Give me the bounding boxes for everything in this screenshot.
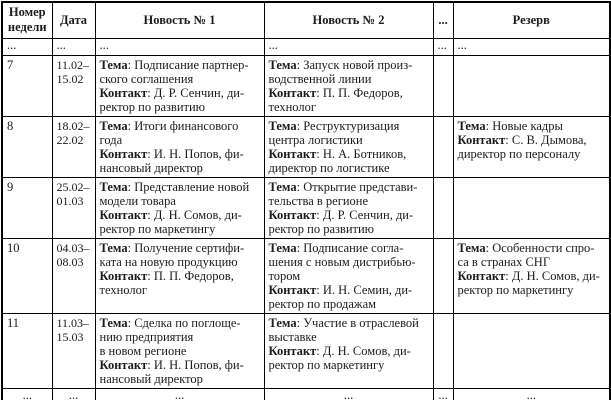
cell-date bbox=[52, 177, 95, 238]
cell-line: Тема: Подписание партнер- bbox=[99, 57, 249, 72]
field-label: Контакт bbox=[268, 85, 317, 100]
cell-line: нию предприятия bbox=[99, 329, 194, 344]
cell-line: ректор по маркетингу bbox=[99, 221, 216, 236]
field-label: Тема bbox=[268, 315, 297, 330]
cell-reserve bbox=[453, 116, 610, 177]
field-label: Контакт bbox=[99, 268, 148, 283]
cell-news-1 bbox=[95, 238, 264, 313]
field-label: Контакт bbox=[268, 282, 317, 297]
cell-line: Тема: Представление новой bbox=[99, 179, 250, 194]
cell-line: Тема: Итоги финансового bbox=[99, 118, 239, 133]
cell-line: Контакт: И. Н. Семин, ди- bbox=[268, 282, 413, 297]
cell-line: года bbox=[99, 132, 123, 147]
field-label: Контакт bbox=[99, 85, 148, 100]
cell-date bbox=[52, 116, 95, 177]
cell-line: Тема: Подписание согла- bbox=[268, 240, 404, 255]
cell-line: Контакт: Д. Р. Сенчин, ди- bbox=[99, 85, 245, 100]
cell-line: Контакт: Д. Н. Сомов, ди- bbox=[99, 207, 242, 222]
field-label: Контакт bbox=[268, 146, 317, 161]
cell-line: 22.02 bbox=[56, 132, 84, 147]
cell-line: ректор по маркетингу bbox=[457, 282, 574, 297]
cell-line: тельства в регионе bbox=[268, 193, 368, 208]
table-row-week-7 bbox=[2, 55, 610, 116]
header-news-1: Новость № 1 bbox=[95, 2, 264, 38]
cell-line: ского соглашения bbox=[99, 71, 194, 86]
header-week-number: Номер недели bbox=[2, 2, 52, 38]
cell-week-number: 11 bbox=[2, 313, 52, 388]
cell-line: ректор по развитию bbox=[99, 99, 206, 114]
cell-line: центра логистики bbox=[268, 132, 363, 147]
cell-news-1 bbox=[95, 55, 264, 116]
cell-ellipsis: ... bbox=[52, 38, 95, 55]
cell-date bbox=[52, 313, 95, 388]
ellipsis-row-bottom bbox=[2, 388, 610, 400]
cell-line: ректор по развитию bbox=[268, 221, 375, 236]
field-label: Тема bbox=[268, 240, 297, 255]
cell-extra bbox=[433, 177, 453, 238]
cell-line: ректор по маркетингу bbox=[268, 357, 385, 372]
news-schedule-table bbox=[1, 1, 611, 400]
ellipsis-row-top bbox=[2, 38, 610, 55]
cell-extra bbox=[433, 238, 453, 313]
cell-line: директор по персоналу bbox=[457, 146, 581, 161]
cell-line: нансовый директор bbox=[99, 160, 203, 175]
field-label: Тема bbox=[268, 118, 297, 133]
field-label: Контакт bbox=[99, 146, 148, 161]
cell-news-2 bbox=[264, 116, 433, 177]
cell-news-1 bbox=[95, 177, 264, 238]
cell-date bbox=[52, 55, 95, 116]
field-label: Тема bbox=[268, 57, 297, 72]
cell-line: Тема: Новые кадры bbox=[457, 118, 563, 133]
cell-line: Тема: Участие в отраслевой bbox=[268, 315, 419, 330]
cell-news-2 bbox=[264, 177, 433, 238]
field-label: Контакт bbox=[457, 268, 506, 283]
cell-news-2 bbox=[264, 313, 433, 388]
cell-line: Тема: Сделка по поглоще- bbox=[99, 315, 241, 330]
cell-week-number: 9 bbox=[2, 177, 52, 238]
table-row-week-11 bbox=[2, 313, 610, 388]
cell-reserve bbox=[453, 55, 610, 116]
cell-line: Тема: Реструктуризация bbox=[268, 118, 400, 133]
cell-line: 01.03 bbox=[56, 193, 84, 208]
cell-ellipsis: ... bbox=[264, 38, 433, 55]
cell-line: нансовый директор bbox=[99, 371, 203, 386]
field-label: Тема bbox=[99, 118, 128, 133]
table-row-week-10 bbox=[2, 238, 610, 313]
cell-line: Тема: Особенности спро- bbox=[457, 240, 595, 255]
header-reserve: Резерв bbox=[453, 2, 610, 38]
cell-line: выставке bbox=[268, 329, 317, 344]
cell-line: са в странах СНГ bbox=[457, 254, 551, 269]
cell-line: 25.02– bbox=[56, 179, 90, 194]
cell-line: тором bbox=[268, 268, 301, 283]
field-label: Контакт bbox=[99, 357, 148, 372]
cell-ellipsis: ... bbox=[433, 388, 453, 400]
field-label: Тема bbox=[457, 118, 486, 133]
cell-line: Контакт: И. Н. Попов, фи- bbox=[99, 146, 244, 161]
cell-news-2 bbox=[264, 55, 433, 116]
field-label: Тема bbox=[268, 179, 297, 194]
table-row-week-9 bbox=[2, 177, 610, 238]
cell-line: 15.02 bbox=[56, 71, 84, 86]
cell-extra bbox=[433, 116, 453, 177]
cell-reserve bbox=[453, 238, 610, 313]
cell-ellipsis: ... bbox=[453, 38, 610, 55]
cell-date bbox=[52, 238, 95, 313]
cell-line: Контакт: Д. Н. Сомов, ди- bbox=[457, 268, 600, 283]
cell-line: технолог bbox=[268, 99, 316, 114]
field-label: Контакт bbox=[99, 207, 148, 222]
cell-line: Контакт: С. В. Дымова, bbox=[457, 132, 587, 147]
cell-line: 18.02– bbox=[56, 118, 90, 133]
field-label: Контакт bbox=[268, 343, 317, 358]
field-label: Тема bbox=[457, 240, 486, 255]
field-label: Тема bbox=[99, 240, 128, 255]
cell-line: 04.03– bbox=[56, 240, 90, 255]
header-news-2: Новость № 2 bbox=[264, 2, 433, 38]
cell-week-number: 7 bbox=[2, 55, 52, 116]
cell-line: 15.03 bbox=[56, 329, 84, 344]
cell-extra bbox=[433, 313, 453, 388]
cell-news-1 bbox=[95, 116, 264, 177]
field-label: Тема bbox=[99, 315, 128, 330]
cell-line: ректор по продажам bbox=[268, 296, 377, 311]
cell-line: Тема: Запуск новой произ- bbox=[268, 57, 413, 72]
header-extra: ... bbox=[433, 2, 453, 38]
cell-line: Контакт: Н. А. Ботников, bbox=[268, 146, 407, 161]
field-label: Контакт bbox=[457, 132, 506, 147]
cell-line: 11.03– bbox=[56, 315, 90, 330]
cell-ellipsis: ... bbox=[2, 38, 52, 55]
field-label: Тема bbox=[99, 57, 128, 72]
cell-news-1 bbox=[95, 313, 264, 388]
cell-line: водственной линии bbox=[268, 71, 372, 86]
cell-line: Контакт: И. Н. Попов, фи- bbox=[99, 357, 244, 372]
table-header-row bbox=[2, 2, 610, 38]
cell-line: 11.02– bbox=[56, 57, 90, 72]
cell-reserve bbox=[453, 313, 610, 388]
cell-ellipsis: ... bbox=[52, 388, 95, 400]
cell-line: 08.03 bbox=[56, 254, 84, 269]
cell-line: Тема: Получение сертифи- bbox=[99, 240, 245, 255]
table-row-week-8 bbox=[2, 116, 610, 177]
cell-ellipsis: ... bbox=[95, 38, 264, 55]
cell-ellipsis: ... bbox=[453, 388, 610, 400]
cell-line: Контакт: Д. Р. Сенчин, ди- bbox=[268, 207, 414, 222]
cell-line: ката на новую продукцию bbox=[99, 254, 238, 269]
cell-line: Контакт: П. П. Федоров, bbox=[99, 268, 234, 283]
cell-line: модели товара bbox=[99, 193, 176, 208]
cell-line: Тема: Открытие представи- bbox=[268, 179, 418, 194]
cell-line: технолог bbox=[99, 282, 147, 297]
cell-news-2 bbox=[264, 238, 433, 313]
cell-line: Контакт: Д. Н. Сомов, ди- bbox=[268, 343, 411, 358]
cell-line: шения с новым дистрибью- bbox=[268, 254, 416, 269]
cell-week-number: 10 bbox=[2, 238, 52, 313]
cell-reserve bbox=[453, 177, 610, 238]
cell-week-number: 8 bbox=[2, 116, 52, 177]
field-label: Тема bbox=[99, 179, 128, 194]
cell-ellipsis: ... bbox=[2, 388, 52, 400]
cell-line: Контакт: П. П. Федоров, bbox=[268, 85, 403, 100]
cell-ellipsis: ... bbox=[433, 38, 453, 55]
cell-line: директор по логистике bbox=[268, 160, 390, 175]
cell-ellipsis: ... bbox=[264, 388, 433, 400]
header-date: Дата bbox=[52, 2, 95, 38]
cell-extra bbox=[433, 55, 453, 116]
cell-line: в новом регионе bbox=[99, 343, 187, 358]
field-label: Контакт bbox=[268, 207, 317, 222]
cell-ellipsis: ... bbox=[95, 388, 264, 400]
